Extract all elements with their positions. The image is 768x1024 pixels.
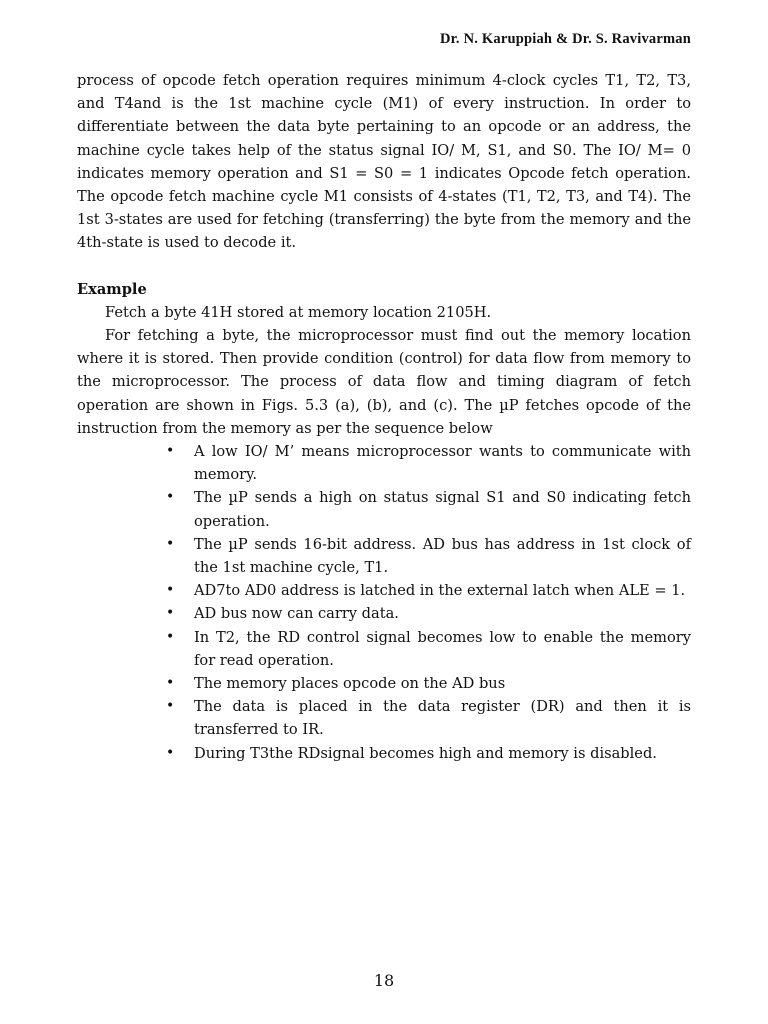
list-item	[166, 579, 691, 602]
list-item	[166, 695, 691, 741]
example-statement: Fetch a byte 41H stored at memory location 2105H.	[105, 303, 492, 321]
list-item-text: AD7to AD0 address is latched in the external latch when ALE = 1.	[194, 582, 686, 600]
bullet-icon: •	[166, 744, 175, 761]
bullet-icon: •	[166, 675, 175, 692]
page-header-authors: Dr. N. Karuppiah & Dr. S. Ravivarman	[439, 31, 691, 47]
bullet-icon: •	[166, 582, 175, 599]
list-item-text: The memory places opcode on the AD bus	[194, 675, 506, 693]
list-item-text: AD bus now can carry data.	[194, 605, 399, 623]
list-item	[166, 626, 691, 672]
list-item	[166, 742, 691, 765]
list-item-text: The data is placed in the data register (DR) and then it is transferred to IR.	[194, 698, 691, 739]
list-item-text: The µP sends a high on status signal S1 and S0 indicating fetch operation.	[194, 489, 691, 530]
bullet-icon: •	[166, 489, 175, 506]
bullet-icon: •	[166, 698, 175, 715]
list-item-text: A low IO/ M’ means microprocessor wants to communicate with memory.	[194, 443, 691, 484]
bullet-icon: •	[166, 535, 175, 552]
intro-paragraph: process of opcode fetch operation requires minimum 4-clock cycles T1, T2, T3, and T4and is the 1st machine cycle (M1) of every instruction. In order to differentiate between the data byte pertaining to an opcode or an address, the machine cycle takes help of the status signal IO/ M, S1, and S0. The IO/ M= 0 indicates memory operation and S1 = S0 = 1 indicates Opcode fetch operation. The opcode fetch machine cycle M1 consists of 4-states (T1, T2, T3, and T4). The 1st 3-states are used for fetching (transferring) the byte from the memory and the 4th-state is used to decode it.	[77, 72, 691, 252]
list-item	[166, 440, 691, 486]
list-item	[166, 486, 691, 532]
list-item	[166, 533, 691, 579]
page-body	[77, 69, 691, 765]
page-number: 18	[373, 971, 395, 990]
list-item	[166, 672, 691, 695]
bullet-icon: •	[166, 605, 175, 622]
example-heading: Example	[77, 280, 147, 298]
bullet-icon: •	[166, 628, 175, 645]
list-item-text: The µP sends 16-bit address. AD bus has address in 1st clock of the 1st machine cycle, T1.	[194, 535, 691, 577]
list-item-text: In T2, the RD control signal becomes low to enable the memory for read operation.	[194, 628, 691, 669]
list-item	[166, 602, 691, 625]
list-item-text: During T3the RDsignal becomes high and memory is disabled.	[194, 744, 657, 762]
sequence-list	[77, 440, 691, 765]
bullet-icon: •	[166, 443, 175, 460]
example-explanation: For fetching a byte, the microprocessor must find out the memory location where it is stored. Then provide condition (control) for data flow from memory to the microprocessor. The process of data flow and timing diagram of fetch operation are shown in Figs. 5.3 (a), (b), and (c). The µP fetches opcode of the instruction from the memory as per the sequence below	[77, 327, 691, 437]
